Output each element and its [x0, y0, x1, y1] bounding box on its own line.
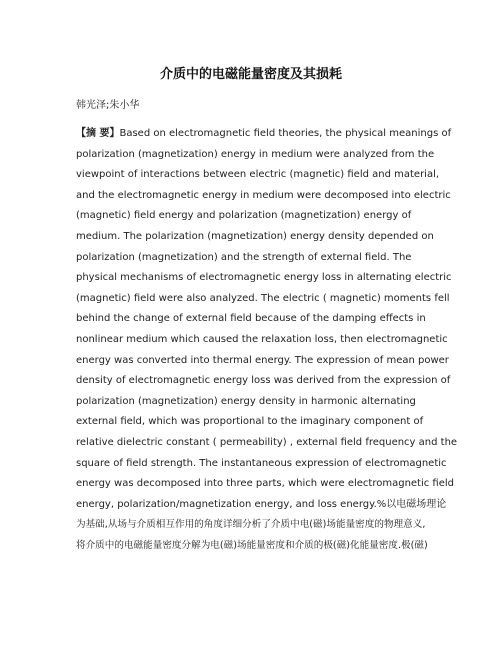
abstract-line: density of electromagnetic energy loss was derived from the expression of [76, 375, 451, 387]
abstract-line: square of field strength. The instantaneous expression of electromagnetic [76, 457, 447, 469]
abstract-line: energy was converted into thermal energy. The expression of mean power [76, 354, 449, 366]
abstract-line: relative dielectric constant ( permeability) , external field frequency and the [76, 436, 458, 448]
abstract-block [76, 124, 458, 556]
abstract-line: 为基础,从场与介质相互作用的角度详细分析了介质中电(磁)场能量密度的物理意义, [76, 519, 426, 531]
abstract-line: polarization (magnetization) energy density in harmonic alternating [76, 395, 416, 407]
abstract-line: physical mechanisms of electromagnetic energy loss in alternating electric [76, 272, 452, 284]
abstract-line: medium. The polarization (magnetization) energy density depended on [76, 230, 434, 242]
abstract-line: nonlinear medium which caused the relaxation loss, then electromagnetic [76, 333, 448, 345]
abstract-line: energy was decomposed into three parts, which were electromagnetic field [76, 478, 455, 490]
abstract-line [76, 124, 452, 145]
abstract-line: polarization (magnetization) energy in medium were analyzed from the [76, 148, 435, 160]
abstract-line-text: Based on electromagnetic field theories, the physical meanings of [119, 128, 452, 139]
abstract-line: (magnetic) field energy and polarization (magnetization) energy of [76, 210, 412, 222]
abstract-line: and the electromagnetic energy in medium were decomposed into electric [76, 189, 451, 201]
abstract-line: energy, polarization/magnetization energy, and loss energy.%以电磁场理论 [76, 498, 447, 510]
abstract-line: external field, which was proportional to the imaginary component of [76, 416, 424, 428]
paper-title: 介质中的电磁能量密度及其损耗 [159, 67, 342, 82]
abstract-line: polarization (magnetization) and the strength of external field. The [76, 251, 412, 263]
abstract-line: behind the change of external field because of the damping effects in [76, 313, 426, 325]
abstract-line: (magnetic) field were also analyzed. The electric ( magnetic) moments fell [76, 292, 450, 304]
abstract-line: 将介质中的电磁能量密度分解为电(磁)场能量密度和介质的极(磁)化能量密度.极(磁) [76, 539, 428, 551]
abstract-label: 【摘 要】 [76, 128, 120, 139]
abstract-line: viewpoint of interactions between electric (magnetic) field and material, [76, 169, 440, 181]
paper-authors: 韩光泽;朱小华 [76, 100, 140, 111]
